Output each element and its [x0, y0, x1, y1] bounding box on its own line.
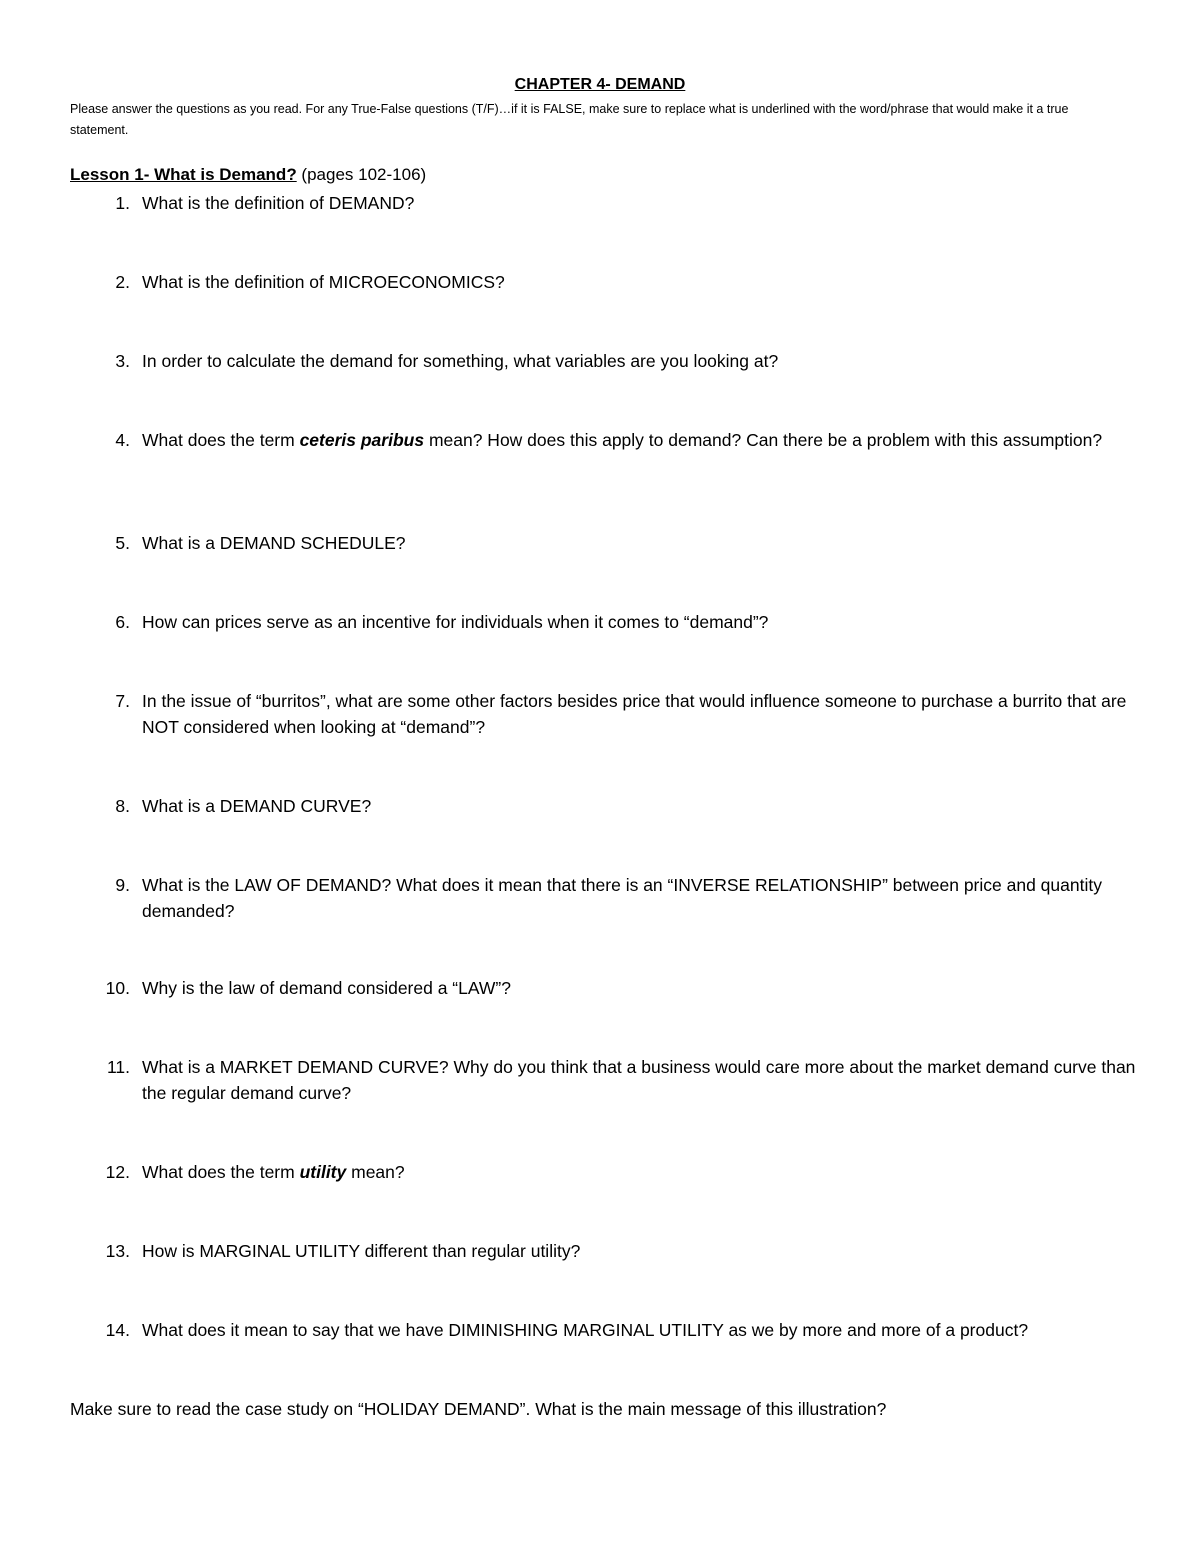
question-number: 8. [115, 796, 130, 816]
question-text: Why is the law of demand considered a “LAW”? [142, 978, 511, 998]
question-item [100, 872, 1140, 924]
instructions-text: Please answer the questions as you read. For any True-False questions (T/F)…if it is FALSE, make sure to replace what is underlined with the word/phrase that would make it a true statement. [70, 102, 1069, 137]
question-item [100, 688, 1140, 740]
lesson-heading [70, 165, 426, 185]
question-number: 14. [105, 1320, 130, 1340]
question-item [100, 530, 1140, 556]
question-text: What does it mean to say that we have DIMINISHING MARGINAL UTILITY as we by more and more of a product? [142, 1320, 1029, 1340]
question-text: What is a MARKET DEMAND CURVE? Why do you think that a business would care more about the market demand curve than the regular demand curve? [142, 1057, 1136, 1103]
question-item [100, 609, 1140, 635]
question-term: utility [299, 1162, 347, 1182]
question-number: 10. [105, 978, 130, 998]
question-text: What is a DEMAND SCHEDULE? [142, 533, 406, 553]
question-text: How is MARGINAL UTILITY different than regular utility? [142, 1241, 581, 1261]
question-number: 1. [115, 193, 130, 213]
question-text: What is the definition of DEMAND? [142, 193, 415, 213]
question-text: In the issue of “burritos”, what are some other factors besides price that would influence someone to purchase a burrito that are NOT considered when looking at “demand”? [142, 691, 1127, 737]
question-item [100, 793, 1140, 819]
question-text: What does the term [142, 430, 300, 450]
question-text: What does the term [142, 1162, 300, 1182]
question-text: What is the definition of MICROECONOMICS? [142, 272, 505, 292]
question-item [100, 269, 1140, 295]
question-term: ceteris paribus [299, 430, 425, 450]
question-number: 4. [115, 430, 130, 450]
question-text: What is a DEMAND CURVE? [142, 796, 372, 816]
question-text: What is the LAW OF DEMAND? What does it mean that there is an “INVERSE RELATIONSHIP” between price and quantity demanded? [142, 875, 1102, 921]
question-number: 6. [115, 612, 130, 632]
question-number: 5. [115, 533, 130, 553]
lesson-pages: (pages 102-106) [296, 165, 427, 184]
question-item [100, 348, 1140, 374]
page-title: CHAPTER 4- DEMAND [514, 76, 686, 93]
question-text: How can prices serve as an incentive for individuals when it comes to “demand”? [142, 612, 769, 632]
question-item [100, 1054, 1140, 1106]
question-item [100, 190, 1140, 216]
question-number: 3. [115, 351, 130, 371]
question-text-cont: mean? [346, 1162, 405, 1182]
question-item [100, 1159, 1140, 1185]
question-number: 13. [105, 1241, 130, 1261]
question-item [100, 1238, 1140, 1264]
question-item [100, 975, 1140, 1001]
question-number: 7. [115, 691, 130, 711]
question-number: 2. [115, 272, 130, 292]
question-text-cont: mean? How does this apply to demand? Can there be a problem with this assumption? [424, 430, 1103, 450]
question-item [100, 1317, 1140, 1343]
question-number: 12. [105, 1162, 130, 1182]
lesson-title: Lesson 1- What is Demand? [70, 165, 297, 184]
closing-prompt: Make sure to read the case study on “HOLIDAY DEMAND”. What is the main message of this illustration? [70, 1399, 887, 1419]
question-text: In order to calculate the demand for something, what variables are you looking at? [142, 351, 779, 371]
question-number: 11. [106, 1057, 130, 1077]
question-item [100, 427, 1140, 453]
question-number: 9. [115, 875, 130, 895]
